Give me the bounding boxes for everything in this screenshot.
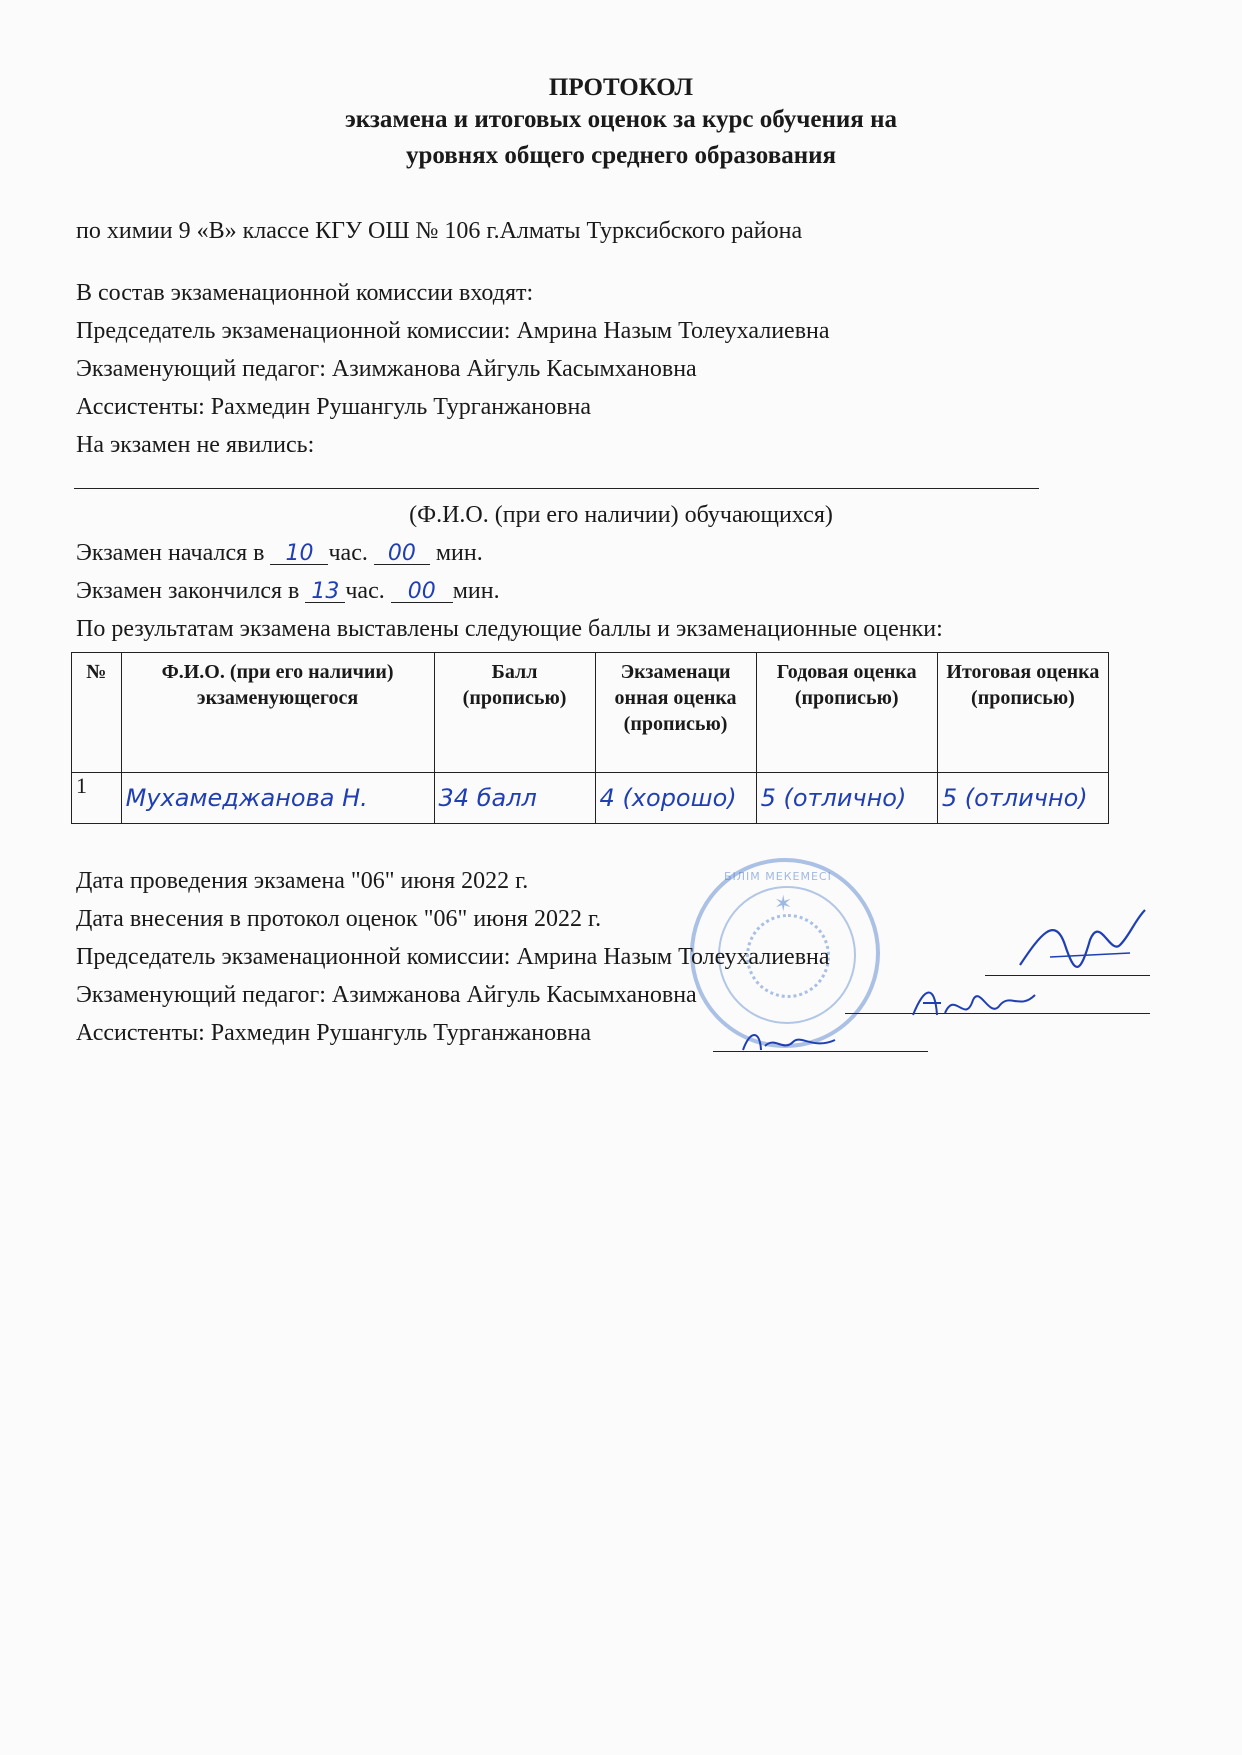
header-annual-grade: Годовая оценка (прописью)	[756, 653, 937, 773]
row-final-grade: 5 (отлично)	[937, 773, 1108, 824]
signature-examiner-mark	[905, 975, 1045, 1030]
commission-assistants: Ассистенты: Рахмедин Рушангуль Турганжановна	[76, 394, 591, 420]
signature-assistant-mark	[735, 1022, 845, 1062]
subject-line: по химии 9 «В» классе КГУ ОШ № 106 г.Алматы Турксибского района	[76, 218, 803, 244]
exam-start-hour-label: час.	[328, 540, 368, 566]
header-exam-grade: Экзаменаци онная оценка (прописью)	[595, 653, 756, 773]
exam-start-line	[76, 540, 483, 567]
exam-start-prefix: Экзамен начался в	[76, 540, 265, 566]
row-annual-grade: 5 (отлично)	[756, 773, 937, 824]
commission-chair: Председатель экзаменационной комиссии: Амрина Назым Толеухалиевна	[76, 318, 830, 344]
signature-examiner-line: Экзаменующий педагог: Азимжанова Айгуль Касымхановна	[76, 982, 697, 1008]
header-score: Балл (прописью)	[434, 653, 595, 773]
exam-end-hour: 13	[311, 579, 340, 604]
absent-students-caption: (Ф.И.О. (при его наличии) обучающихся)	[409, 502, 833, 528]
exam-end-minute: 00	[407, 579, 436, 604]
table-row	[72, 773, 1109, 824]
row-student-name: Мухамеджанова Н.	[121, 773, 434, 824]
signature-chair-line: Председатель экзаменационной комиссии: Амрина Назым Толеухалиевна	[76, 944, 830, 970]
header-final-grade: Итоговая оценка (прописью)	[937, 653, 1108, 773]
absent-students-line	[74, 488, 1039, 489]
exam-start-minute: 00	[387, 541, 416, 566]
commission-intro: В состав экзаменационной комиссии входят:	[76, 280, 534, 306]
exam-start-hour: 10	[285, 541, 314, 566]
row-num: 1	[72, 773, 122, 824]
document-subtitle-line2: уровнях общего среднего образования	[405, 142, 837, 169]
entry-date: Дата внесения в протокол оценок "06" июня 2022 г.	[76, 906, 602, 932]
header-name: Ф.И.О. (при его наличии) экзаменующегося	[121, 653, 434, 773]
commission-examiner: Экзаменующий педагог: Азимжанова Айгуль Касымхановна	[76, 356, 697, 382]
header-num: №	[72, 653, 122, 773]
exam-end-line	[76, 578, 500, 605]
exam-date: Дата проведения экзамена "06" июня 2022 г.	[76, 868, 529, 894]
row-score: 34 балл	[434, 773, 595, 824]
row-exam-grade: 4 (хорошо)	[595, 773, 756, 824]
exam-end-prefix: Экзамен закончился в	[76, 578, 300, 604]
results-table	[71, 652, 1109, 824]
exam-end-minute-label: мин.	[452, 578, 500, 604]
exam-start-minute-label: мин.	[435, 540, 483, 566]
seal-star-icon: ✶	[774, 892, 793, 917]
signature-assistants-line: Ассистенты: Рахмедин Рушангуль Турганжановна	[76, 1020, 591, 1046]
document-title: ПРОТОКОЛ	[548, 74, 694, 101]
results-intro: По результатам экзамена выставлены следующие баллы и экзаменационные оценки:	[76, 616, 943, 642]
table-header-row	[72, 653, 1109, 773]
document-subtitle-line1: экзамена и итоговых оценок за курс обучения на	[345, 106, 897, 133]
exam-end-hour-label: час.	[345, 578, 385, 604]
signature-chair-mark	[1010, 905, 1160, 985]
absent-label: На экзамен не явились:	[76, 432, 315, 458]
seal-ring-text: БІЛІМ МЕКЕМЕСІ	[724, 870, 832, 883]
